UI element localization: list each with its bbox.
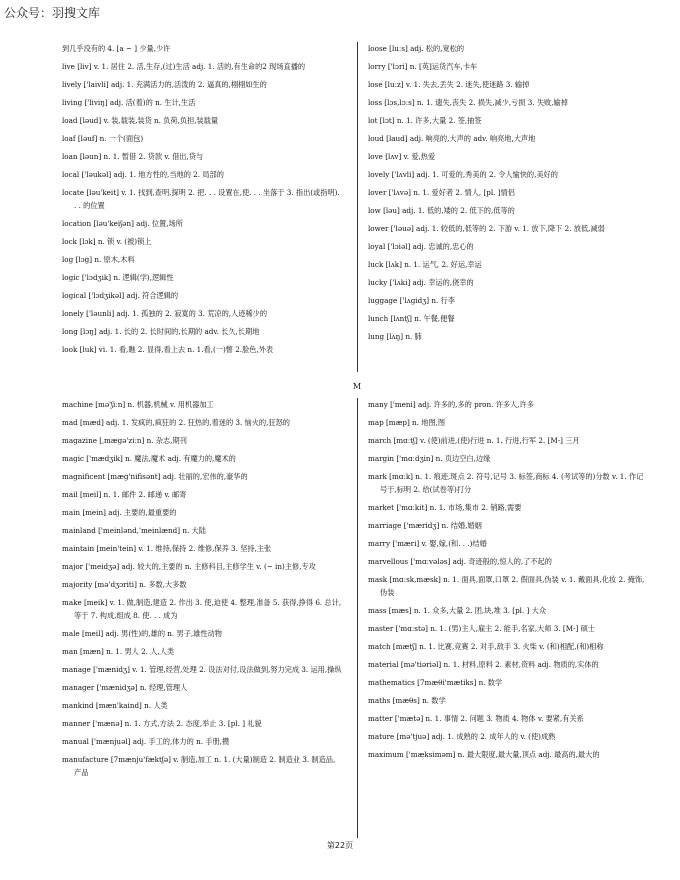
dictionary-entry: magazine [ˌmægə'ziːn] n. 杂志,期刊: [62, 436, 187, 445]
dictionary-entry: maximum ['mæksiməm] n. 最大限度,最大量,顶点 adj. 最高的,最大的: [368, 750, 600, 759]
dictionary-entry: lucky ['lʌki] adj. 幸运的,侥幸的: [368, 278, 474, 287]
dictionary-entry: lower ['ləuə] adj. 1. 较低的,低等的 2. 下游 v. 1. 放下,降下 2. 放低,减弱: [368, 224, 605, 233]
dictionary-entry: mature [mə'tjuə] adj. 1. 成熟的 2. 成年人的 v. (使)成熟: [368, 732, 556, 741]
column-divider: [357, 398, 358, 838]
dictionary-entry: main [mein] adj. 主要的,最重要的: [62, 508, 177, 517]
dictionary-entry: make [meik] v. 1. 做,制造,建造 2. 作出 3. 使,迫使 4. 整理,准备 5. 获得,挣得 6. 总计,等于 7. 构成,组成 8. 使. . . 成为: [62, 598, 342, 620]
dictionary-entry: lovely ['lʌvli] adj. 1. 可爱的,秀美的 2. 令人愉快的,美好的: [368, 170, 558, 179]
dictionary-entry: manage ['mænidʒ] v. 1. 管理,经营,处理 2. 设法对付,设法做到,努力完成 3. 运用,操纵: [62, 665, 342, 674]
dictionary-entry: magic ['mædʒik] n. 魔法,魔术 adj. 有魔力的,魔术的: [62, 454, 236, 463]
dictionary-entry: logic ['lɔdʒik] n. 逻辑(学),逻辑性: [62, 273, 174, 282]
dictionary-entry: mass [mæs] n. 1. 众多,大量 2. 团,块,堆 3. [pl. ] 大众: [368, 606, 547, 615]
dictionary-entry: master ['mɑːstə] n. 1. (男)主人,雇主 2. 能手,名家,大师 3. [M-] 硕士: [368, 624, 595, 633]
column-divider: [357, 42, 358, 372]
dictionary-entry: live [liv] v. 1. 居住 2. 活,生存,(过)生活 adj. 1. 活的,有生命的2 现场直播的: [62, 62, 306, 71]
dictionary-entry: man [mæn] n. 1. 男人 2. 人,人类: [62, 647, 175, 656]
dictionary-entry: lorry ['lɔri] n. [英]运货汽车,卡车: [368, 62, 478, 71]
dictionary-entry: majority [mə'dʒɔriti] n. 多数,大多数: [62, 580, 187, 589]
dictionary-entry: match [mætʃ] n. 1. 比赛,竞赛 2. 对手,敌手 3. 火柴 v. (和)相配,(和)相称: [368, 642, 604, 651]
section-l-left-column: [62, 42, 342, 372]
dictionary-entry: magnificent [mæg'nifisənt] adj. 壮丽的,宏伟的,豪华的: [62, 472, 248, 481]
dictionary-entry: lunch [lʌntʃ] n. 午餐,便餐: [368, 314, 455, 323]
dictionary-entry: lung [lʌŋ] n. 肺: [368, 332, 422, 341]
dictionary-entry: manner ['mænə] n. 1. 方式,方法 2. 态度,举止 3. [pl. ] 礼貌: [62, 719, 262, 728]
section-m-right-column: [368, 398, 648, 838]
dictionary-entry: marry ['mæri] v. 娶,嫁,(和. . .)结婚: [368, 539, 487, 548]
dictionary-entry: loan [ləun] n. 1. 暂借 2. 贷款 v. 借出,贷与: [62, 152, 204, 161]
dictionary-entry: loud [laud] adj. 响亮的,大声的 adv. 响亮地,大声地: [368, 134, 536, 143]
dictionary-entry: many ['meni] adj. 许多的,多的 pron. 许多人,许多: [368, 400, 534, 409]
dictionary-entry: manufacture [7mænju'fæktʃə] v. 制造,加工 n. 1. (大量)制造 2. 制造业 3. 制造品,产品: [62, 755, 336, 777]
dictionary-entry: long [lɔŋ] adj. 1. 长的 2. 长时间的,长期的 adv. 长久,长期地: [62, 327, 260, 336]
dictionary-entry: local ['ləukəl] adj. 1. 地方性的,当地的 2. 局部的: [62, 170, 224, 179]
dictionary-entry: lively ['laivli] adj. 1. 充满活力的,活泼的 2. 逼真的,栩栩如生的: [62, 80, 267, 89]
dictionary-entry: marriage ['mæridʒ] n. 结婚,婚姻: [368, 521, 482, 530]
dictionary-entry: loose [luːs] adj. 松的,宽松的: [368, 44, 465, 53]
dictionary-entry: map [mæp] n. 地图,图: [368, 418, 446, 427]
dictionary-entry: lover ['lʌvə] n. 1. 爱好者 2. 情人, [pl. ]情侣: [368, 188, 515, 197]
dictionary-entry: mail [meil] n. 1. 邮件 2. 邮递 v. 邮寄: [62, 490, 187, 499]
dictionary-entry: lose [luːz] v. 1. 失去,丢失 2. 迷失,使迷路 3. 输掉: [368, 80, 530, 89]
section-l-right-column: [368, 42, 648, 372]
dictionary-entry: machine [mə'ʃiːn] n. 机器,机械 v. 用机器加工: [62, 400, 214, 409]
dictionary-entry: load [ləud] v. 装,载装,装货 n. 负荷,负担,装载量: [62, 116, 219, 125]
dictionary-entry: manager ['mænidʒə] n. 经理,管理人: [62, 683, 188, 692]
dictionary-entry: maintain [mein'tein] v. 1. 维持,保持 2. 维修,保养 3. 坚持,主张: [62, 544, 272, 553]
dictionary-entry: mathematics [7mæθi'mætiks] n. 数学: [368, 678, 503, 687]
dictionary-entry: logical ['lɔdʒikəl] adj. 符合逻辑的: [62, 291, 179, 300]
dictionary-entry: living ['liviŋ] adj. 活(着)的 n. 生计,生活: [62, 98, 196, 107]
dictionary-entry: market ['mɑːkit] n. 1. 市场,集市 2. 销路,需要: [368, 503, 522, 512]
dictionary-entry: lonely ['ləunli] adj. 1. 孤独的 2. 寂寞的 3. 荒凉的,人迹稀少的: [62, 309, 268, 318]
dictionary-entry: 到几乎没有的 4. [a ~ ] 少量,少许: [62, 44, 171, 53]
dictionary-entry: male [meil] adj. 男(性)的,雄的 n. 男子,雄性动物: [62, 629, 222, 638]
dictionary-entry: look [luk] vi. 1. 看,瞧 2. 显得,看上去 n. 1.看,(一)瞥 2.脸色,外表: [62, 345, 274, 354]
dictionary-entry: low [ləu] adj. 1. 低的,矮的 2. 低下的,低等的: [368, 206, 515, 215]
dictionary-entry: major ['meidʒə] adj. 较大的,主要的 n. 主修科目,主修学生 v. (~ in)主修,专攻: [62, 562, 316, 571]
section-m-left-column: [62, 398, 342, 838]
dictionary-entry: luggage ['lʌgidʒ] n. 行李: [368, 296, 455, 305]
section-letter-heading: M: [352, 382, 362, 391]
dictionary-entry: locate [ləu'keit] v. 1. 找到,查明,探明 2. 把. . . 设置在,使. . . 坐落于 3. 指出(或指明). . . 的位置: [62, 188, 340, 210]
dictionary-entry: maths [mæθs] n. 数学: [368, 696, 446, 705]
dictionary-entry: mad [mæd] adj. 1. 发疯的,疯狂的 2. 狂热的,着迷的 3. 恼火的,狂怒的: [62, 418, 290, 427]
dictionary-entry: mark [mɑːk] n. 1. 痕迹,斑点 2. 符号,记号 3. 标签,商标 4. (考试等的)分数 v. 1. 作记号于,标明 2. 给(试卷等)打分: [368, 472, 644, 494]
dictionary-entry: matter ['mætə] n. 1. 事情 2. 问题 3. 物质 4. 物体 v. 要紧,有关系: [368, 714, 584, 723]
watermark-text: 公众号：羽搜文库: [4, 6, 101, 20]
dictionary-entry: manual ['mænjuəl] adj. 手工的,体力的 n. 手册,攒: [62, 737, 230, 746]
dictionary-entry: mankind [mæn'kaind] n. 人类: [62, 701, 168, 710]
dictionary-entry: loyal ['lɔiəl] adj. 忠诚的,忠心的: [368, 242, 474, 251]
page-number: 第22页: [326, 841, 354, 850]
dictionary-entry: loaf [ləuf] n. 一个(面包): [62, 134, 144, 143]
dictionary-entry: loss [lɔs,lɔːs] n. 1. 遗失,丧失 2. 损失,减少,亏损 3. 失败,输掉: [368, 98, 568, 107]
dictionary-entry: mask [mɑːsk,mæsk] n. 1. 面具,面罩,口罩 2. 假面具,伪装 v. 1. 戴面具,化妆 2. 掩饰,伪装: [368, 575, 645, 597]
dictionary-entry: marvellous ['mɑːvələs] adj. 奇迹般的,惊人的,了不起的: [368, 557, 552, 566]
dictionary-entry: mainland ['meinlənd,'meinlænd] n. 大陆: [62, 526, 206, 535]
dictionary-entry: lot [lɔt] n. 1. 许多,大量 2. 签,抽签: [368, 116, 482, 125]
dictionary-entry: luck [lʌk] n. 1. 运气, 2. 好运,幸运: [368, 260, 482, 269]
dictionary-entry: material [mə'tiəriəl] n. 1. 材料,原料 2. 素材,资料 adj. 物质的,实体的: [368, 660, 599, 669]
dictionary-entry: log [lɔg] n. 原木,木料: [62, 255, 135, 264]
dictionary-entry: love [lʌv] v. 爱,热爱: [368, 152, 436, 161]
dictionary-entry: location [ləu'keiʃən] adj. 位置,场所: [62, 219, 183, 228]
dictionary-entry: march [mɑːtʃ] v. (使)前进,(使)行进 n. 1. 行进,行军 2. [M-] 三月: [368, 436, 580, 445]
dictionary-entry: lock [lɔk] n. 锁 v. (被)锁上: [62, 237, 152, 246]
dictionary-entry: margin ['mɑːdʒin] n. 页边空白,边缘: [368, 454, 491, 463]
